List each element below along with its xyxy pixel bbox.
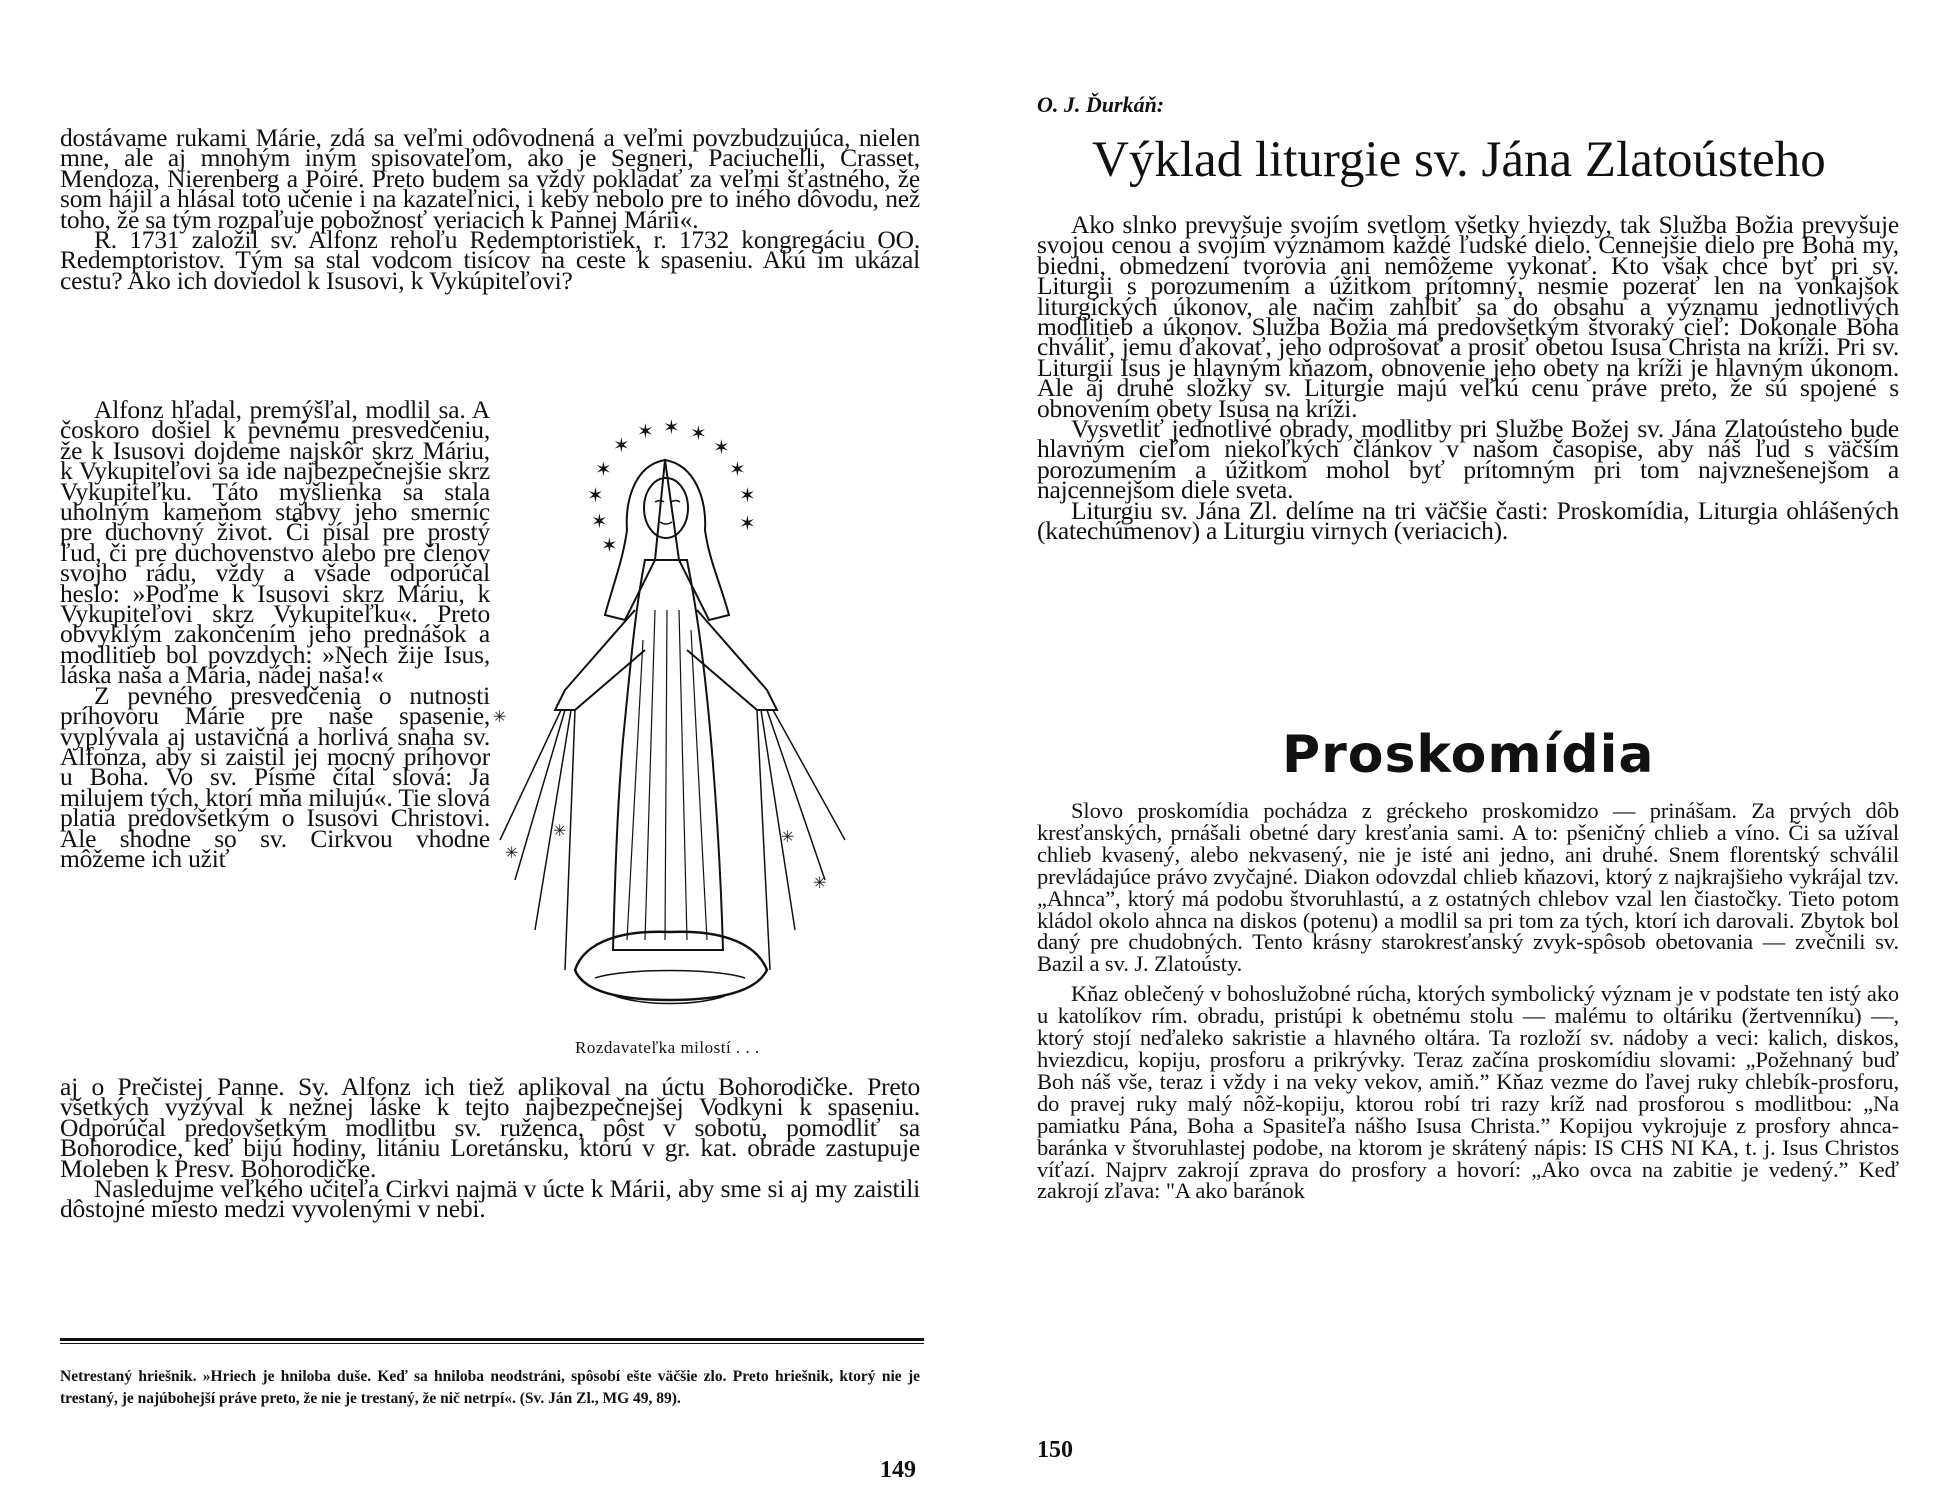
paragraph: aj o Prečistej Panne. Sv. Alfonz ich tiež aplikoval na úctu Bohorodičke. Preto všetkých vyzýval k nežnej láske k tejto najbezpečnejšej Vodkyni k spaseniu. Odporúčal predovšetkým modlitbu sv. ruženca, pôst v sobotu, pomodliť sa Bohorodice, keď bijú hodiny, litániu Loretánsku, ktorú v gr. kat. obrade zastupuje Moleben k Presv. Bohorodičke. — [60, 1072, 920, 1183]
svg-text:✶: ✶ — [739, 483, 756, 507]
page-number: 149 — [880, 1457, 916, 1483]
footnote: Netrestaný hriešnik. »Hriech je hniloba duše. Keď sa hniloba neodstráni, spôsobí ešte väčšie zlo. Preto hriešnik, ktorý nie je trestaný, je najúbohejší práve preto, že nie je trestaný, že nič netrpí«. (Sv. Ján Zl., MG 49, 89). — [60, 1368, 920, 1407]
right-page — [977, 0, 1954, 1500]
svg-text:✶: ✶ — [601, 533, 618, 557]
svg-text:✳: ✳ — [781, 827, 795, 846]
svg-text:✳: ✳ — [505, 843, 519, 862]
left-wrapped-text — [60, 395, 490, 873]
paragraph: Z pevného presvedčenia o nutnosti príhovoru Márie pre naše spasenie, vyplývala aj ustavičná a horlivá snaha sv. Alfonza, aby si zaistil jej mocný príhovor u Boha. Vo sv. Písme čítal slová: Ja milujem tých, ktorí mňa milujú«. Tie slová platia predovšetkým o Isusovi Christovi. Ale shodne so sv. Cirkvou vhodne môžeme ich užiť — [60, 680, 490, 873]
article-intro — [1037, 210, 1899, 546]
svg-text:✶: ✶ — [591, 509, 608, 533]
section-body — [1037, 800, 1899, 1202]
article-title: Výklad liturgie sv. Jána Zlatoústeho — [1092, 132, 1826, 188]
page-number: 150 — [1037, 1437, 1073, 1463]
paragraph: Kňaz oblečený v bohoslužobné rúcha, ktorých symbolický význam je v podstate ten istý ako u katolíkov rím. obradu, pristúpi k obetnému stolu — malému to oltáriku (žertvenníku) —, ktorý stojí neďaleko sakristie a hlavného oltára. Ta rozloží sv. nádoby a veci: kalich, diskos, hviezdicu, kopiju, prosforu a prikrývky. Teraz začína proskomídiu slovami: „Požehnaný buď Boh náš vše, teraz i vždy i na veky vekov, amiň.” Kňaz vezme do ľavej ruky chlebík-prosforu, do pravej ruky malý nôž-kopiju, ktorou robí tri razy kríž nad prosforou s modlitbou: „Na pamiatku Pána, Boha a Spasiteľa nášho Isusa Christa.” Kopijou vykrojuje z prosfory ahnca-baránka v štvoruhlastej podobe, na ktorom je skrátený nápis: IS CHS NI KA, t. j. Isus Christos víťazí. Najprv zakrojí zprava do prosfory a hovorí: „Ako ovca na zabitie je vedený.” Keď zakrojí zľava: "A ako baránok — [1037, 981, 1899, 1204]
svg-text:✳: ✳ — [493, 707, 507, 726]
svg-text:✶: ✶ — [729, 457, 746, 481]
paragraph: Vysvetliť jednotlivé obrady, modlitby pri Službe Božej sv. Jána Zlatoústeho bude hlavným cieľom niekoľkých článkov v našom časopise, aby náš ľud s väčším porozumením a úžitkom mohol byť prítomným pri tom najvznešenejšom a najcennejšom diele sveta. — [1037, 414, 1899, 505]
paragraph: R. 1731 založil sv. Alfonz rehoľu Redemptoristiek, r. 1732 kongregáciu OO. Redemptoristov. Tým sa stal vodcom tisícov na ceste k spaseniu. Akú im ukázal cestu? Ako ich doviedol k Isusovi, k Vykúpiteľovi? — [60, 225, 920, 295]
paragraph: Alfonz hľadal, premýšľal, modlil sa. A čoskoro došiel k pevnému presvedčeniu, že k Isusovi dojdeme najskôr skrz Máriu, k Vykupiteľovi sa ide najbezpečnejšie skrz Vykupiteľku. Táto myšlienka sa stala uholným kameňom stabvy jeho smerníc pre duchovný život. Či písal pre prostý ľud, či pre duchovenstvo alebo pre členov svojho rádu, vždy a všade odporúčal heslo: »Poďme k Isusovi skrz Máriu, k Vykupiteľovi skrz Vykupiteľku«. Preto obvyklým zakončením jeho prednášok a modlitieb bol povzdych: »Nech žije Isus, láska naša a Mária, nádej naša!« — [60, 395, 490, 690]
svg-text:✶: ✶ — [690, 421, 707, 445]
figure-caption: Rozdavateľka milostí . . . — [575, 1038, 760, 1057]
paragraph: Ako slnko prevyšuje svojím svetlom všetky hviezdy, tak Služba Božia prevyšuje svojou cenou a svojím významom každé ľudské dielo. Cennejšie dielo pre Boha my, biedni, obmedzení tvorovia ani nemôžeme vykonať. Kto však chce byť pri sv. Liturgii s porozumením a úžitkom prítomný, nesmie pozerať len na vonkajšok liturgických úkonov, ale načim zahĺbiť sa do obsahu a významu jednotlivých modlitieb a úkonov. Služba Božia má predovšetkým štvoraký cieľ: Dokonale Boha chváliť, jemu ďakovať, jeho odprošovať a prosiť obetou Isusa Christa na kríži. Pri sv. Liturgii Isus je hlavným kňazom, obnovenie jeho obety na kríži je hlavným úkonom. Ale aj druhé složky sv. Liturgie majú veľkú cenu práve preto, že sú spojené s obnovením obety Isusa na kríži. — [1037, 210, 1899, 423]
left-top-text — [60, 123, 920, 295]
svg-text:✶: ✶ — [613, 433, 630, 457]
paragraph: dostávame rukami Márie, zdá sa veľmi odôvodnená a veľmi povzbudzujúca, nielen mne, ale aj mnohým iným spisovateľom, ako je Segneri, Paciuchelli, Crasset, Mendoza, Nierenberg a Poiré. Preto budem sa vždy pokladať za veľmi šťastného, že som hájil a hlásal toto učenie i na kazateľnici, i keby nebolo pre to iného dôvodu, než toho, že sa tým rozpaľuje pobožnosť veriacich k Pannej Márii«. — [60, 123, 920, 234]
svg-text:✶: ✶ — [713, 435, 730, 459]
paragraph: Slovo proskomídia pochádza z gréckeho proskomidzo — prinášam. Za prvých dôb kresťanských, prnášali obetné dary kresťania sami. A to: pšeničný chlieb a víno. Či sa užíval chlieb kvasený, alebo nekvasený, nie je isté ani jedno, ani druhé. Snem florentský schválil prevládajúce právo zvyčajné. Diakon odovzdal chlieb kňazovi, ktorý z najkrajšieho vykrájal tzv. „Ahnca”, ktorý má podobu štvoruhlastú, a z ostatných chlebov vzal len čiastočky. Tieto potom kládol okolo ahnca na diskos (potenu) a modlil sa pri tom za tých, ktorí ich darovali. Zbytok bol daný pre chudobných. Tento krásny starokresťanský zvyk-spôsob obetovania — zvečnili sv. Bazil a sv. J. Zlatoústy. — [1037, 798, 1899, 977]
svg-text:✶: ✶ — [663, 415, 680, 439]
svg-text:✶: ✶ — [739, 511, 756, 535]
divider — [60, 1343, 924, 1344]
divider — [60, 1338, 924, 1341]
madonna-figure-icon — [495, 410, 865, 1022]
svg-text:✶: ✶ — [595, 457, 612, 481]
svg-text:✳: ✳ — [553, 821, 567, 840]
paragraph: Liturgiu sv. Jána Zl. delíme na tri väčšie časti: Proskomídia, Liturgia ohlášených (katechúmenov) a Liturgiu virnych (veriacich). — [1037, 495, 1899, 546]
article-author: O. J. Ďurkáň: — [1037, 92, 1165, 117]
svg-text:✳: ✳ — [813, 873, 827, 892]
left-bottom-text — [60, 1072, 920, 1224]
paragraph: Nasledujme veľkého učiteľa Cirkvi najmä v úcte k Márii, aby sme si aj my zaistili dôstojné miesto medzi vyvolenými v nebi. — [60, 1174, 920, 1224]
section-heading: Proskomídia — [1282, 725, 1655, 785]
svg-text:✶: ✶ — [587, 483, 604, 507]
madonna-illustration — [493, 410, 865, 1057]
svg-text:✶: ✶ — [637, 419, 654, 443]
